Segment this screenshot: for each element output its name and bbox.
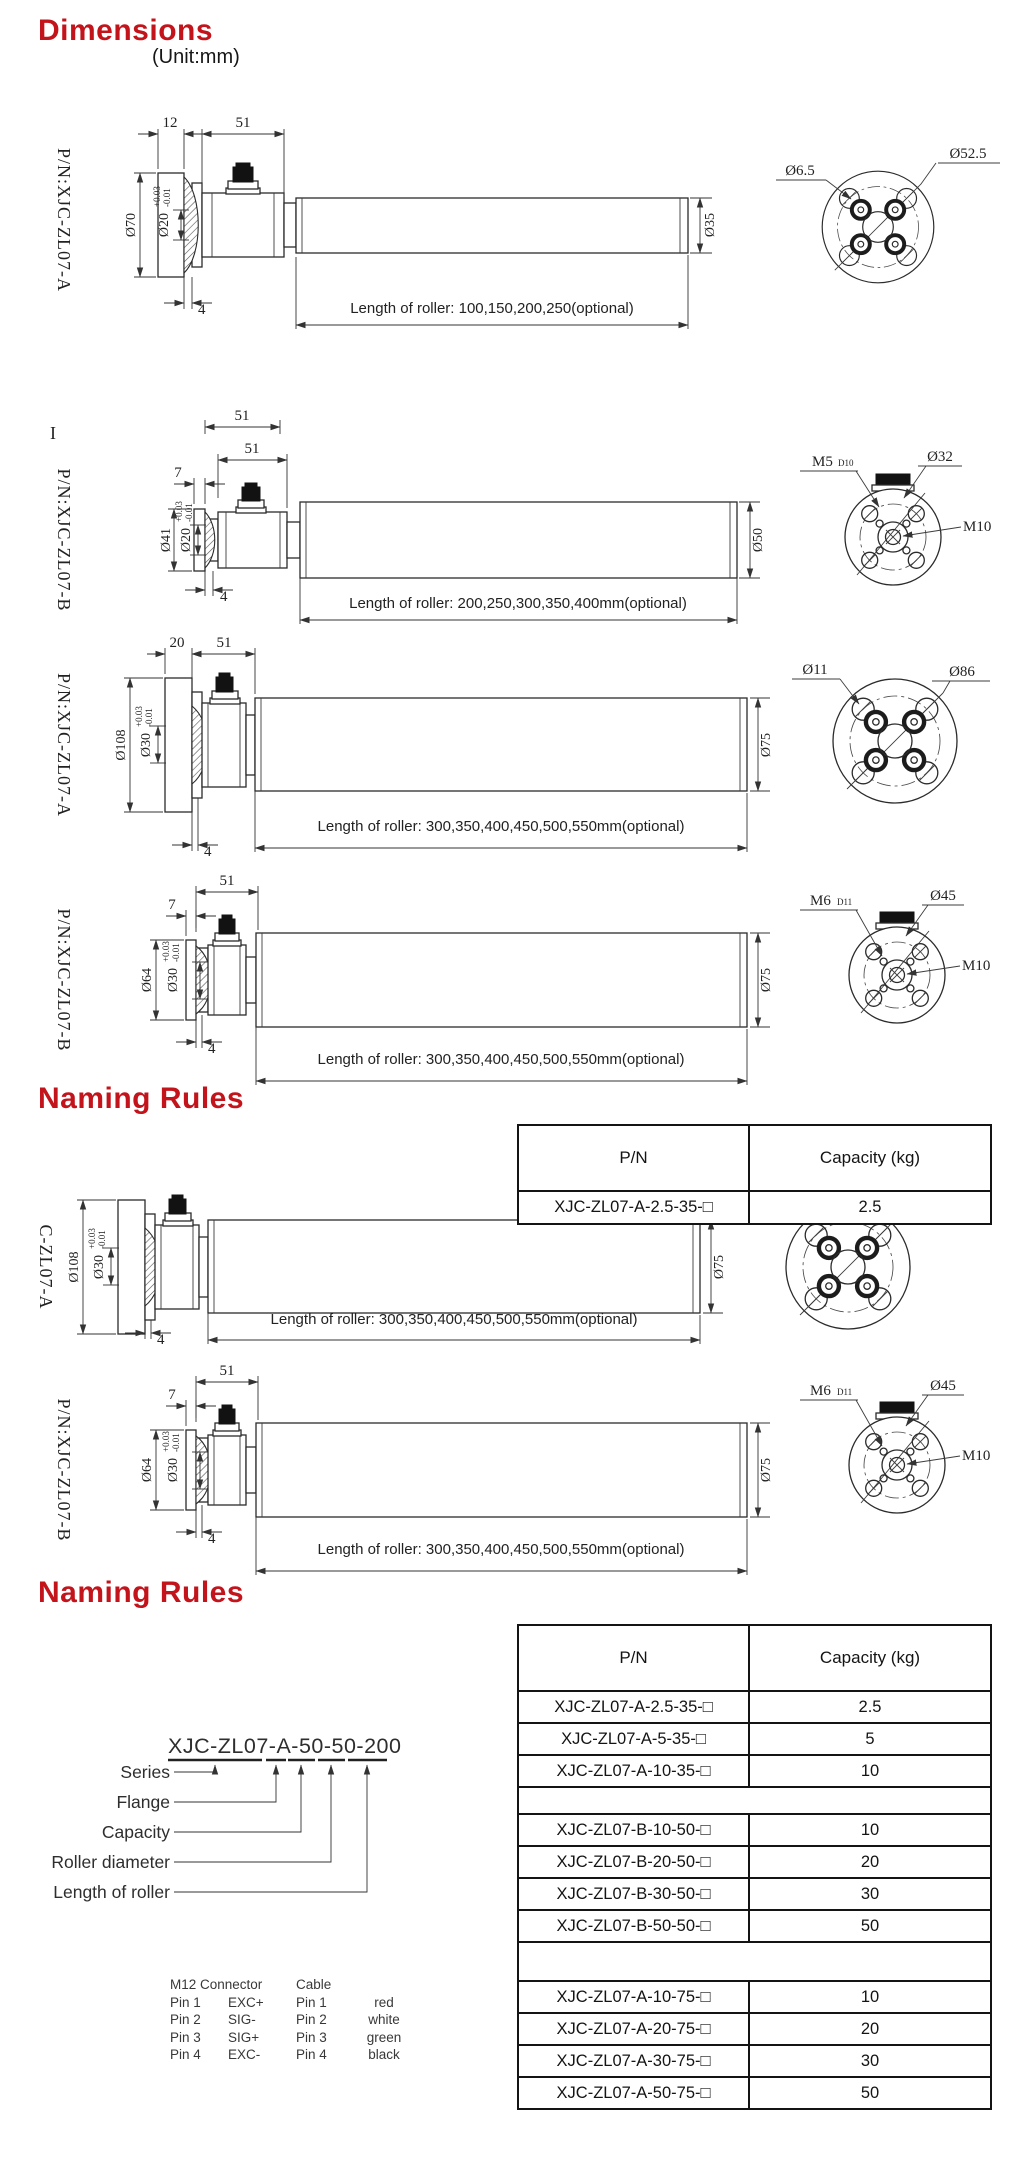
table-row-empty	[519, 1786, 990, 1813]
end-circle-label: Ø45	[930, 888, 956, 904]
dim-flange-dia: Ø108	[67, 1251, 82, 1283]
dim-bore: Ø30	[139, 732, 154, 758]
svg-text:+0.03: +0.03	[134, 706, 144, 727]
connector-plug	[219, 1409, 235, 1424]
table-row: XJC-ZL07-A-10-35-□ 10	[519, 1754, 990, 1786]
dim-bore-tol-up: +0.03	[152, 186, 162, 207]
sensor-body	[202, 673, 246, 787]
dim-flange-dia: Ø70	[124, 212, 139, 238]
sensor-body	[155, 1195, 199, 1309]
table-header-row	[519, 1126, 990, 1190]
dim-bore: Ø30	[92, 1254, 107, 1280]
table-row-empty	[519, 1941, 990, 1980]
dim-flange-thk: 7	[168, 1387, 176, 1403]
dim-step: 4	[208, 1041, 216, 1057]
dim-bore: Ø20	[157, 212, 172, 238]
capacity-table-1	[517, 1124, 992, 1225]
end-hole-label: Ø6.5	[785, 163, 815, 179]
dim-flange-dia: Ø64	[140, 1457, 155, 1483]
page-title: Dimensions	[38, 14, 214, 47]
part-number-label: C-ZL07-A	[36, 1224, 56, 1310]
dim-flange-thk: 20	[169, 635, 185, 651]
callouts	[51, 1762, 367, 1902]
flange-assembly	[186, 1430, 211, 1510]
shaft-neck	[246, 715, 255, 775]
dim-roller-dia: Ø75	[759, 967, 774, 993]
drawing-side-view-1	[0, 85, 1030, 340]
dim-body-length: 51	[216, 635, 232, 651]
sensor-body	[218, 483, 287, 568]
dim-flange-thk: 7	[174, 465, 182, 481]
table-row: XJC-ZL07-B-20-50-□ 20	[519, 1845, 990, 1877]
flange-assembly	[186, 940, 211, 1020]
stray-char: I	[50, 423, 57, 443]
svg-text:-0.01: -0.01	[171, 943, 181, 962]
dim-bore: Ø30	[166, 1457, 181, 1483]
roller	[256, 933, 747, 1027]
sensor-body	[202, 163, 284, 257]
dim-flange-dia: Ø64	[140, 967, 155, 993]
connector-plug	[169, 1199, 186, 1214]
connector-plug	[242, 487, 260, 501]
drawing-side-view-6	[0, 1360, 1030, 1585]
drawing-side-view-2	[0, 400, 1030, 635]
connector-plug	[233, 167, 253, 182]
end-view	[800, 1378, 990, 1513]
end-view	[776, 146, 1000, 283]
end-circle-label: Ø32	[927, 449, 953, 465]
end-circle-label: Ø45	[930, 1378, 956, 1394]
end-center-label: M10	[962, 1448, 991, 1464]
dim-bore: Ø30	[166, 967, 181, 993]
naming-label: Capacity	[101, 1822, 170, 1842]
table-row: XJC-ZL07-A-30-75-□ 30	[519, 2044, 990, 2076]
sensor-body	[208, 915, 246, 1015]
dim-bore-tol-dn: -0.01	[162, 188, 172, 207]
col-header-pn: P/N	[519, 1126, 750, 1190]
table-row: XJC-ZL07-A-20-75-□ 20	[519, 2012, 990, 2044]
part-number-label: P/N:XJC-ZL07-A	[54, 673, 74, 817]
roller-length-note: Length of roller: 100,150,200,250(optional)	[350, 300, 634, 317]
end-view	[800, 888, 990, 1023]
flange-assembly	[118, 1200, 161, 1334]
dim-roller-dia: Ø35	[703, 212, 718, 238]
flange-assembly	[165, 678, 208, 812]
pinout-row: Pin 2 SIG- Pin 2 white	[170, 2012, 400, 2027]
svg-text:-0.01: -0.01	[184, 503, 194, 522]
svg-text:51: 51	[234, 408, 250, 424]
pinout-header	[170, 1976, 414, 1994]
end-depth-label: D11	[837, 1387, 853, 1397]
dim-body-length: 51	[235, 115, 251, 131]
col-header-capacity: Capacity (kg)	[819, 1648, 921, 1667]
roller-length-note: Length of roller: 200,250,300,350,400mm(optional)	[349, 595, 687, 612]
shaft-neck	[284, 203, 296, 247]
pinout-row: Pin 1 EXC+ Pin 1 red	[170, 1994, 394, 2010]
dim-step: 4	[220, 589, 228, 605]
end-thread-label: M5	[812, 454, 833, 470]
naming-label: Flange	[116, 1792, 170, 1812]
table-row: XJC-ZL07-A-50-75-□ 50	[519, 2076, 990, 2108]
connector-plug	[219, 919, 235, 934]
connector-plug	[216, 677, 233, 692]
dim-roller-dia: Ø50	[751, 527, 766, 553]
part-number-label: P/N:XJC-ZL07-B	[54, 468, 74, 612]
svg-text:-0.01: -0.01	[144, 708, 154, 727]
pinout-row: Pin 4 EXC- Pin 4 black	[170, 2047, 400, 2062]
table-row: XJC-ZL07-B-10-50-□ 10	[519, 1813, 990, 1845]
col-header-pn: P/N	[519, 1626, 750, 1690]
svg-text:+0.03: +0.03	[174, 501, 184, 522]
end-depth-label: D11	[837, 897, 853, 907]
svg-text:+0.03: +0.03	[161, 1431, 171, 1452]
dim-flange-thk: 7	[168, 897, 176, 913]
table-row: XJC-ZL07-A-5-35-□ 5	[519, 1722, 990, 1754]
end-bolt-circle-label: Ø52.5	[949, 146, 987, 162]
unit-note: (Unit:mm)	[152, 46, 240, 68]
dim-flange-dia: Ø41	[159, 527, 174, 553]
dim-step: 4	[208, 1531, 216, 1547]
roller	[255, 698, 747, 791]
end-view	[792, 662, 990, 803]
dim-flange-dia: Ø108	[114, 729, 129, 761]
sensor-body	[208, 1405, 246, 1505]
roller-length-note: Length of roller: 300,350,400,450,500,550mm(optional)	[317, 1051, 685, 1068]
roller-length-note: Length of roller: 300,350,400,450,500,550mm(optional)	[317, 818, 685, 835]
dim-flange-thk: 12	[162, 115, 178, 131]
roller	[300, 502, 737, 578]
dim-body-length: 51	[244, 441, 260, 457]
naming-label: Length of roller	[53, 1882, 170, 1902]
end-thread-label: M6	[810, 893, 831, 909]
col-header-capacity: Capacity (kg)	[819, 1148, 921, 1167]
svg-text:+0.03: +0.03	[161, 941, 171, 962]
table-row: XJC-ZL07-A-2.5-35-□ 2.5	[519, 1190, 990, 1223]
connector-header: M12 Connector	[170, 1977, 263, 1992]
shaft-neck	[246, 957, 256, 1003]
svg-text:+0.03: +0.03	[87, 1228, 97, 1249]
roller-length-note: Length of roller: 300,350,400,450,500,550mm(optional)	[317, 1541, 685, 1558]
naming-rules-heading-2: Naming Rules	[38, 1576, 245, 1609]
shaft-neck	[287, 522, 300, 558]
cable-header: Cable	[296, 1977, 332, 1992]
dim-step: 4	[204, 844, 212, 860]
svg-text:-0.01: -0.01	[97, 1230, 107, 1249]
part-number-label: P/N:XJC-ZL07-B	[54, 908, 74, 1052]
table-row: XJC-ZL07-B-50-50-□ 50	[519, 1909, 990, 1941]
table-row: XJC-ZL07-A-2.5-35-□ 2.5	[519, 1690, 990, 1722]
dim-roller-dia: Ø75	[712, 1254, 727, 1280]
end-depth-label: D10	[838, 458, 854, 468]
table-row: XJC-ZL07-A-10-75-□ 10	[519, 1980, 990, 2012]
svg-text:-0.01: -0.01	[171, 1433, 181, 1452]
dim-roller-dia: Ø75	[759, 732, 774, 758]
part-number-label: P/N:XJC-ZL07-B	[54, 1398, 74, 1542]
naming-rules-heading-1: Naming Rules	[38, 1082, 245, 1115]
dim-bore: Ø20	[179, 527, 194, 553]
shaft-neck	[199, 1237, 208, 1297]
end-center-label: M10	[962, 958, 991, 974]
end-view	[800, 449, 991, 585]
pinout-row: Pin 3 SIG+ Pin 3 green	[170, 2029, 402, 2045]
drawing-side-view-4	[0, 870, 1030, 1095]
dim-body-length: 51	[219, 1363, 235, 1379]
table-header-row	[519, 1626, 990, 1690]
table-row: XJC-ZL07-B-30-50-□ 30	[519, 1877, 990, 1909]
end-bolt-circle-label: Ø86	[949, 664, 975, 680]
end-center-label: M10	[963, 519, 992, 535]
roller-length-note: Length of roller: 300,350,400,450,500,550mm(optional)	[270, 1311, 638, 1328]
example-part-number: XJC-ZL07-A-50-50-200	[168, 1734, 402, 1758]
roller	[256, 1423, 747, 1517]
roller	[208, 1220, 700, 1313]
dim-step: 4	[157, 1332, 165, 1348]
capacity-table-2	[517, 1624, 992, 2110]
pinout-block	[170, 1976, 414, 2064]
part-number-label: P/N:XJC-ZL07-A	[54, 148, 74, 292]
naming-label: Roller diameter	[51, 1852, 170, 1872]
shaft-neck	[246, 1447, 256, 1493]
end-hole-label: Ø11	[802, 662, 828, 678]
stray-dim	[205, 408, 280, 434]
naming-label: Series	[120, 1762, 170, 1782]
dim-body-length: 51	[219, 873, 235, 889]
dim-step: 4	[198, 302, 206, 318]
dim-roller-dia: Ø75	[759, 1457, 774, 1483]
drawing-side-view-3	[0, 630, 1030, 865]
roller	[296, 198, 688, 253]
end-thread-label: M6	[810, 1383, 831, 1399]
